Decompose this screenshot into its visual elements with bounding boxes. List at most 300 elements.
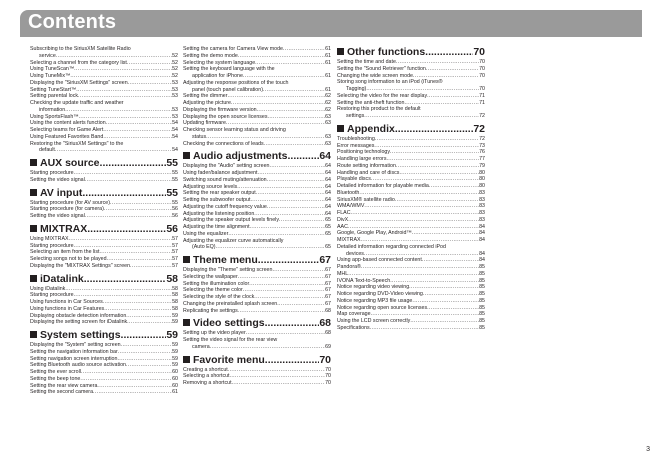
toc-section-heading[interactable] — [30, 223, 178, 235]
section-marker-icon — [183, 152, 190, 159]
toc-entry[interactable] — [183, 238, 331, 252]
toc-entry[interactable] — [30, 236, 178, 243]
entry-text: Displaying the "Theme" setting screen — [183, 267, 273, 273]
toc-entry[interactable] — [337, 224, 485, 231]
toc-entry[interactable] — [30, 349, 178, 356]
entry-page: 67 — [325, 300, 331, 307]
entry-row — [30, 342, 178, 349]
entry-text: Setting the "Sound Retriever" function — [337, 65, 426, 72]
dot-leader — [104, 206, 172, 213]
entry-row — [337, 305, 485, 312]
toc-section-heading[interactable] — [183, 254, 331, 266]
toc-section-heading[interactable] — [337, 46, 485, 58]
dot-leader — [238, 53, 325, 60]
toc-entry[interactable] — [337, 203, 485, 210]
toc-entry[interactable] — [337, 93, 485, 100]
toc-entry[interactable] — [30, 313, 178, 320]
toc-entry[interactable] — [183, 301, 331, 308]
entry-text: Setting the anti-theft function — [337, 99, 405, 106]
entry-row — [183, 134, 331, 141]
dot-leader — [371, 311, 480, 318]
dot-leader — [106, 120, 172, 127]
toc-entry[interactable] — [30, 206, 178, 213]
entry-row — [30, 286, 178, 293]
entry-text: information — [39, 106, 66, 113]
toc-entry[interactable] — [183, 60, 331, 67]
toc-entry[interactable] — [183, 231, 331, 238]
entry-text: Setting the keyboard language with the — [183, 66, 275, 73]
section-title: Favorite menu — [193, 353, 265, 366]
entry-page: 58 — [172, 292, 178, 299]
toc-entry[interactable] — [337, 257, 485, 264]
toc-entry[interactable] — [337, 136, 485, 143]
toc-entry[interactable] — [183, 93, 331, 100]
entry-page: 64 — [325, 190, 331, 197]
toc-entry[interactable] — [183, 107, 331, 114]
entry-page: 63 — [325, 113, 331, 120]
toc-entry[interactable] — [30, 263, 178, 270]
dot-leader — [78, 93, 172, 100]
toc-entry[interactable] — [337, 217, 485, 224]
dot-leader — [228, 231, 325, 238]
toc-entry[interactable] — [183, 287, 331, 294]
toc-entry[interactable] — [183, 294, 331, 301]
toc-entry[interactable] — [30, 120, 178, 127]
dot-leader — [254, 294, 325, 301]
dot-leader — [399, 170, 479, 177]
section-marker-icon — [183, 356, 190, 363]
toc-entry[interactable] — [183, 170, 331, 177]
entry-row — [337, 113, 485, 120]
toc-section-heading[interactable] — [30, 187, 178, 199]
entry-text: Setting the time and date — [337, 59, 396, 65]
toc-entry[interactable] — [183, 46, 331, 53]
entry-text: Setting the navigation information bar — [30, 348, 118, 355]
dot-leader — [395, 197, 479, 204]
toc-entry[interactable] — [30, 170, 178, 177]
entry-page: 53 — [172, 93, 178, 100]
toc-entry[interactable] — [30, 141, 178, 155]
toc-section-heading[interactable] — [337, 123, 485, 135]
toc-entry[interactable] — [30, 306, 178, 313]
entry-page: 60 — [172, 375, 178, 382]
entry-row — [183, 224, 331, 231]
entry-row — [30, 383, 178, 390]
dot-leader — [390, 149, 479, 156]
entry-text: Using iDatalink — [30, 285, 66, 292]
entry-page: 60 — [172, 369, 178, 375]
toc-entry[interactable] — [30, 114, 178, 121]
entry-page: 57 — [172, 256, 178, 262]
entry-text: Setting Bluetooth audio source activation — [30, 362, 126, 369]
entry-row — [183, 177, 331, 184]
dot-leader — [65, 107, 172, 114]
toc-entry[interactable] — [337, 244, 485, 258]
entry-text: Specifications — [337, 324, 370, 331]
toc-entry[interactable] — [183, 197, 331, 204]
dot-leader — [351, 210, 480, 217]
toc-entry[interactable] — [30, 369, 178, 376]
dot-leader — [277, 301, 325, 308]
toc-entry[interactable] — [30, 134, 178, 141]
toc-entry[interactable] — [30, 66, 178, 73]
page-title: Contents — [28, 11, 117, 33]
entry-row — [337, 264, 485, 271]
toc-entry[interactable] — [183, 330, 331, 337]
entry-text: Updating firmware — [183, 120, 226, 127]
toc-entry[interactable] — [30, 87, 178, 94]
toc-entry[interactable] — [337, 271, 485, 278]
toc-entry[interactable] — [337, 143, 485, 150]
dot-leader — [74, 243, 173, 250]
toc-entry[interactable] — [183, 308, 331, 315]
toc-entry[interactable] — [337, 156, 485, 163]
dot-leader — [243, 73, 325, 80]
toc-entry[interactable] — [337, 318, 485, 325]
entry-row — [337, 183, 485, 190]
entry-row — [337, 73, 485, 80]
dot-leader — [390, 278, 479, 285]
entry-row — [183, 274, 331, 281]
entry-text: Troubleshooting — [337, 135, 375, 142]
toc-section-heading[interactable] — [183, 354, 331, 366]
entry-text: Checking sensor learning status and driving — [183, 127, 286, 133]
toc-entry[interactable] — [30, 389, 178, 396]
entry-page: 84 — [479, 237, 485, 243]
entry-page: 83 — [479, 210, 485, 216]
entry-text: Displaying the "System" setting screen — [30, 342, 121, 348]
section-page: 58 — [166, 272, 178, 285]
dot-leader — [216, 244, 326, 251]
entry-row — [183, 190, 331, 197]
entry-text: Handling large errors — [337, 156, 387, 162]
dot-leader — [361, 264, 479, 271]
toc-entry[interactable] — [183, 100, 331, 107]
entry-text: default — [39, 147, 55, 154]
dot-leader — [288, 150, 320, 162]
entry-text: Creating a shortcut — [183, 366, 228, 373]
toc-entry[interactable] — [30, 127, 178, 134]
entry-page: 56 — [172, 213, 178, 219]
dot-leader — [65, 286, 172, 293]
section-marker-icon — [30, 189, 37, 196]
entry-text: Adjusting the picture — [183, 100, 231, 106]
toc-entry[interactable] — [30, 292, 178, 299]
toc-entry[interactable] — [337, 73, 485, 80]
entry-page: 63 — [325, 140, 331, 147]
dot-leader — [256, 190, 325, 197]
entry-text: Replicating the settings — [183, 307, 238, 314]
entry-text: Setting TuneStart™ — [30, 86, 77, 93]
entry-text: SiriusXM® satellite radio — [337, 196, 395, 203]
entry-text: Using fader/balance adjustment — [183, 170, 258, 176]
entry-text: panel (touch panel calibration) — [192, 86, 263, 93]
dot-leader — [267, 204, 325, 211]
toc-entry[interactable] — [183, 66, 331, 80]
section-page: 55 — [166, 186, 178, 199]
entry-text: Checking the update traffic and weather — [30, 100, 124, 106]
section-title: MIXTRAX — [40, 222, 88, 235]
toc-column-1 — [30, 46, 178, 396]
entry-page: 64 — [325, 197, 331, 203]
toc-entry[interactable] — [30, 46, 178, 60]
entry-text: Using TuneScan™ — [30, 66, 75, 73]
toc-section-heading[interactable] — [30, 157, 178, 169]
toc-entry[interactable] — [183, 281, 331, 288]
entry-text: Detailed information for playable media — [337, 183, 429, 189]
entry-row — [30, 53, 178, 60]
toc-entry[interactable] — [337, 264, 485, 271]
dot-leader — [238, 308, 325, 315]
toc-entry[interactable] — [30, 249, 178, 256]
toc-entry[interactable] — [183, 163, 331, 170]
toc-entry[interactable] — [183, 177, 331, 184]
toc-entry[interactable] — [337, 59, 485, 66]
dot-leader — [127, 60, 172, 67]
toc-entry[interactable] — [337, 325, 485, 332]
dot-leader — [126, 313, 172, 320]
entry-row — [30, 256, 178, 263]
toc-entry[interactable] — [337, 106, 485, 120]
entry-page: 83 — [479, 196, 485, 203]
entry-row — [30, 66, 178, 73]
toc-entry[interactable] — [337, 230, 485, 237]
toc-entry[interactable] — [183, 211, 331, 218]
toc-entry[interactable] — [183, 380, 331, 387]
entry-page: 85 — [479, 277, 485, 284]
entry-page: 54 — [172, 147, 178, 154]
entry-page: 60 — [172, 382, 178, 389]
toc-entry[interactable] — [30, 299, 178, 306]
entry-row — [337, 210, 485, 217]
toc-entry[interactable] — [183, 141, 331, 148]
dot-leader — [127, 319, 172, 326]
toc-entry[interactable] — [183, 190, 331, 197]
toc-entry[interactable] — [337, 79, 485, 93]
entry-page: 83 — [479, 216, 485, 223]
entry-text: Using Featured Favorites Band — [30, 133, 104, 140]
entry-page: 52 — [172, 73, 178, 79]
toc-entry[interactable] — [337, 100, 485, 107]
entry-page: 67 — [325, 273, 331, 280]
toc-entry[interactable] — [337, 190, 485, 197]
entry-text: Selecting the style of the clock — [183, 294, 255, 300]
entry-text: Selecting the video for the rear display — [337, 92, 428, 99]
toc-entry[interactable] — [337, 237, 485, 244]
toc-entry[interactable] — [337, 149, 485, 156]
entry-page: 59 — [172, 342, 178, 348]
entry-page: 53 — [172, 106, 178, 113]
entry-row — [183, 281, 331, 288]
toc-section-heading[interactable] — [183, 317, 331, 329]
toc-entry[interactable] — [183, 373, 331, 380]
entry-row — [337, 318, 485, 325]
entry-text: MIXTRAX — [337, 237, 361, 243]
toc-entry[interactable] — [30, 319, 178, 326]
entry-page: 52 — [172, 52, 178, 59]
toc-entry[interactable] — [183, 204, 331, 211]
toc-entry[interactable] — [337, 66, 485, 73]
toc-entry[interactable] — [183, 217, 331, 224]
entry-page: 59 — [172, 312, 178, 319]
entry-row — [30, 319, 178, 326]
entry-text: Pandora® — [337, 264, 361, 270]
toc-section-heading[interactable] — [183, 150, 331, 162]
dot-leader — [267, 177, 325, 184]
entry-page: 64 — [325, 203, 331, 210]
entry-row — [183, 46, 331, 53]
toc-entry[interactable] — [337, 291, 485, 298]
entry-row — [30, 87, 178, 94]
entry-page: 85 — [479, 318, 485, 324]
dot-leader — [263, 87, 325, 94]
entry-page: 83 — [479, 189, 485, 196]
toc-entry[interactable] — [30, 342, 178, 349]
entry-text: settings — [346, 113, 365, 119]
toc-entry[interactable] — [337, 278, 485, 285]
toc-entry[interactable] — [30, 286, 178, 293]
section-title: AV input — [40, 186, 83, 199]
entry-row — [337, 291, 485, 298]
entry-text: Adjusting the response positions of the touch — [183, 79, 289, 86]
toc-entry[interactable] — [183, 120, 331, 127]
toc-entry[interactable] — [30, 80, 178, 87]
section-marker-icon — [30, 159, 37, 166]
dot-leader — [84, 273, 167, 285]
entry-row — [30, 313, 178, 320]
toc-entry[interactable] — [30, 100, 178, 114]
entry-page: 53 — [172, 86, 178, 93]
toc-entry[interactable] — [30, 60, 178, 67]
entry-text: Using the LCD screen correctly — [337, 318, 411, 324]
toc-entry[interactable] — [30, 73, 178, 80]
toc-entry[interactable] — [183, 224, 331, 231]
dot-leader — [103, 299, 172, 306]
toc-entry[interactable] — [30, 256, 178, 263]
entry-text: Checking the connections of leads — [183, 140, 264, 147]
entry-text: Adjusting the equalizer curve automatically — [183, 237, 284, 244]
contents-banner — [20, 10, 642, 37]
entry-row — [183, 231, 331, 238]
entry-page: 84 — [479, 223, 485, 230]
toc-entry[interactable] — [30, 376, 178, 383]
toc-entry[interactable] — [183, 80, 331, 94]
entry-row — [337, 278, 485, 285]
toc-column-2 — [183, 46, 331, 387]
entry-page: 59 — [172, 348, 178, 355]
entry-row — [183, 244, 331, 251]
toc-entry[interactable] — [30, 243, 178, 250]
entry-page: 68 — [325, 307, 331, 314]
toc-entry[interactable] — [337, 170, 485, 177]
entry-page: 73 — [479, 142, 485, 149]
toc-entry[interactable] — [30, 362, 178, 369]
entry-text: Adjusting source levels — [183, 183, 238, 190]
entry-row — [337, 170, 485, 177]
toc-entry[interactable] — [337, 298, 485, 305]
toc-entry[interactable] — [30, 383, 178, 390]
section-marker-icon — [183, 256, 190, 263]
entry-page: 85 — [479, 324, 485, 331]
toc-entry[interactable] — [183, 337, 331, 351]
section-title: System settings — [40, 329, 121, 341]
entry-text: Subscribing to the SiriusXM Satellite Radio — [30, 46, 131, 52]
entry-row — [183, 60, 331, 67]
toc-entry[interactable] — [337, 284, 485, 291]
toc-entry[interactable] — [183, 53, 331, 60]
entry-page: 70 — [479, 65, 485, 72]
entry-page: 79 — [479, 162, 485, 169]
entry-text: Displaying the "Audio" setting screen — [183, 163, 270, 170]
toc-entry[interactable] — [30, 213, 178, 220]
entry-row — [183, 107, 331, 114]
toc-entry[interactable] — [337, 197, 485, 204]
entry-text: Changing the wide screen mode — [337, 72, 413, 79]
entry-text: Setting the ever scroll — [30, 369, 81, 375]
entry-page: 85 — [479, 264, 485, 270]
toc-entry[interactable] — [337, 311, 485, 318]
dot-leader — [386, 156, 479, 163]
entry-row — [30, 306, 178, 313]
toc-entry[interactable] — [337, 176, 485, 183]
toc-entry[interactable] — [30, 200, 178, 207]
toc-entry[interactable] — [337, 183, 485, 190]
toc-entry[interactable] — [337, 210, 485, 217]
dot-leader — [130, 263, 172, 270]
dot-leader — [237, 184, 325, 191]
entry-row — [337, 217, 485, 224]
dot-leader — [395, 123, 473, 135]
entry-text: Setting the subwoofer output — [183, 197, 251, 203]
toc-entry[interactable] — [183, 114, 331, 121]
entry-row — [30, 376, 178, 383]
toc-column-3 — [337, 46, 485, 332]
entry-row — [183, 301, 331, 308]
dot-leader — [55, 147, 172, 154]
entry-text: Setting the video signal — [30, 176, 85, 183]
dot-leader — [121, 342, 172, 349]
toc-entry[interactable] — [183, 184, 331, 191]
entry-row — [337, 298, 485, 305]
toc-entry[interactable] — [183, 127, 331, 141]
entry-row — [337, 156, 485, 163]
toc-entry[interactable] — [183, 274, 331, 281]
entry-text: Notice regarding open source licenses — [337, 304, 428, 311]
toc-entry[interactable] — [183, 267, 331, 274]
toc-section-heading[interactable] — [30, 273, 178, 285]
toc-entry[interactable] — [30, 93, 178, 100]
entry-text: Setting the second camera — [30, 389, 94, 396]
dot-leader — [74, 292, 173, 299]
entry-row — [183, 114, 331, 121]
entry-row — [183, 330, 331, 337]
entry-row — [30, 299, 178, 306]
entry-page: 64 — [325, 176, 331, 183]
entry-text: Setting the beep tone — [30, 375, 81, 382]
dot-leader — [374, 143, 479, 150]
toc-entry[interactable] — [337, 305, 485, 312]
toc-entry[interactable] — [30, 177, 178, 184]
entry-row — [183, 184, 331, 191]
entry-page: 57 — [172, 249, 178, 256]
dot-leader — [126, 362, 172, 369]
dot-leader — [375, 136, 479, 143]
toc-entry[interactable] — [337, 163, 485, 170]
toc-entry[interactable] — [30, 356, 178, 363]
toc-section-heading[interactable] — [30, 329, 178, 341]
entry-row — [183, 204, 331, 211]
toc-entry[interactable] — [183, 367, 331, 374]
